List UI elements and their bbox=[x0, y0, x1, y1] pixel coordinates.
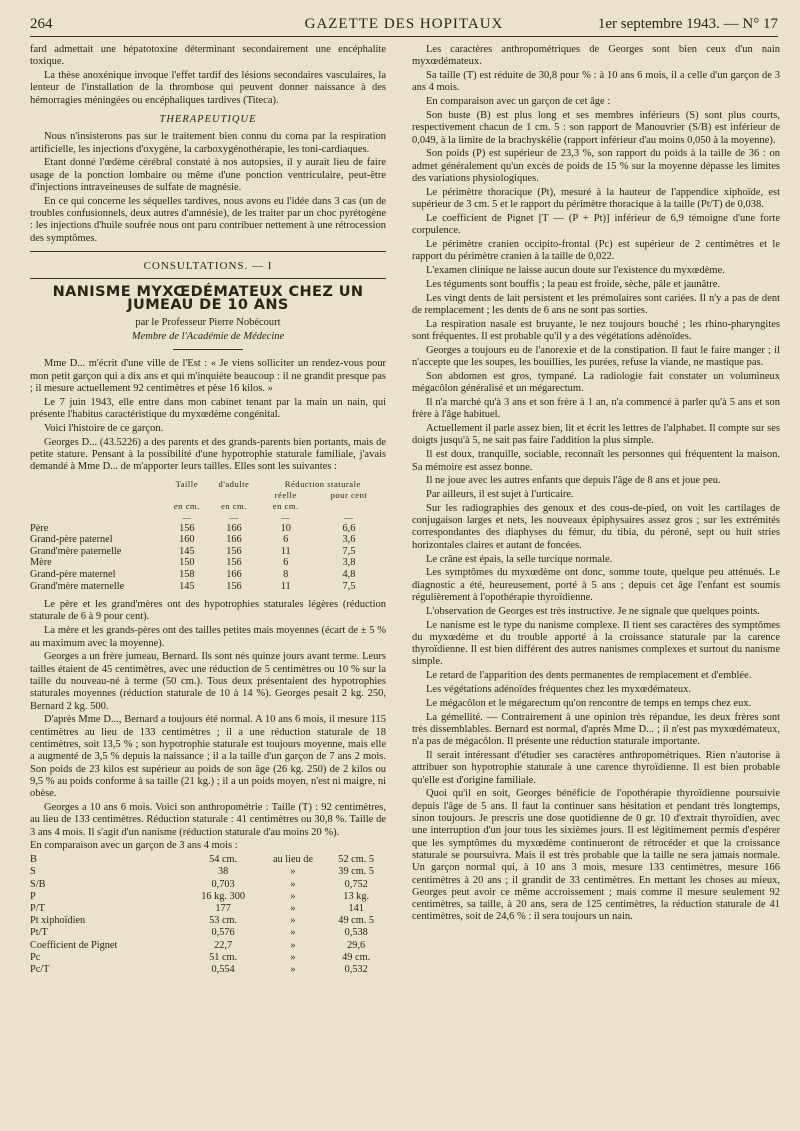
cell-reference: 141 bbox=[348, 902, 364, 914]
cell-value: 0,554 bbox=[211, 963, 235, 975]
unit-label: en cm. bbox=[272, 500, 299, 511]
table-row bbox=[30, 952, 386, 964]
page-header bbox=[30, 14, 778, 37]
consultations-heading: CONSULTATIONS. — I bbox=[143, 259, 273, 272]
paragraph: Georges a toujours eu de l'anorexie et de la constipation. Il faut le faire manger ; il n'accepte que les soupes, les bouillies, les purées, refuse la viande, ne mastique pas. bbox=[412, 344, 780, 369]
paragraph: Les symptômes du myxœdème ont donc, somme toute, quelque peu atténués. Le diagnostic a été, heureusement, porté à 5 ans ; depuis cet âge l'enfant est soumis régulièrement à l'opothérapie thyroïdienne. bbox=[412, 567, 780, 603]
cell-value: 51 cm. bbox=[209, 951, 238, 963]
author-affiliation: Membre de l'Académie de Médecine bbox=[131, 331, 285, 343]
cell-reelle: 11 bbox=[280, 580, 291, 592]
row-label: Père bbox=[30, 522, 49, 534]
cell-reference: 0,538 bbox=[344, 927, 368, 939]
cell-compare: » bbox=[290, 939, 296, 951]
journal-title: GAZETTE DES HOPITAUX bbox=[304, 16, 504, 32]
paragraph: Les téguments sont bouffis ; la peau est froide, sèche, pâle et jaunâtre. bbox=[426, 278, 720, 290]
table-row bbox=[30, 903, 386, 915]
cell-reference: 52 cm. 5 bbox=[338, 854, 375, 866]
family-height-table bbox=[30, 479, 386, 593]
cell-adulte: 156 bbox=[226, 580, 242, 592]
cell-adulte: 156 bbox=[226, 545, 242, 557]
cell-taille: 160 bbox=[179, 534, 195, 546]
paragraph: Les vingt dents de lait persistent et les prémolaires sont cariées. Il n'y a pas de dent de remplacement ; les dents de 6 ans ne sont pas sorties. bbox=[412, 292, 780, 316]
paragraph: Il ne joue avec les autres enfants que depuis l'âge de 8 ans et joue peu. bbox=[426, 475, 721, 487]
paragraph: Son buste (B) est plus long et ses membres inférieurs (S) sont plus courts, respectivement chacun de 1 cm. 5 : son rapport de Manouvrier (S/B) est inférieur de 0,049, à la limite de la brachyskélie (rapport inférieur d'au moins 0,050 à la moyenne). bbox=[412, 109, 780, 146]
cell-reelle: 10 bbox=[280, 522, 291, 534]
cell-reelle: 6 bbox=[283, 557, 289, 569]
paragraph: Le retard de l'apparition des dents permanentes de remplacement et d'emblée. bbox=[426, 670, 752, 682]
cell-taille: 145 bbox=[179, 580, 195, 592]
anthropometry-table bbox=[30, 854, 386, 976]
cell-compare: au lieu de bbox=[272, 854, 313, 866]
paragraph: Les végétations adénoïdes fréquentes chez les myxœdémateux. bbox=[426, 684, 692, 696]
paragraph: Georges D... (43.5226) a des parents et des grands-parents bien portants, mais de petite stature. Pensant à la possibilité d'une hypotrophie staturale familiale, j'avais demandé à Mme D... de m'apporter leurs tailles. Elles sont les suivantes : bbox=[30, 436, 386, 473]
cell-pourcent: 7,5 bbox=[342, 545, 356, 557]
paragraph: Le mégacôlon et le mégarectum qu'on rencontre de temps en temps chez eux. bbox=[426, 697, 752, 709]
row-label: B bbox=[30, 854, 37, 866]
paragraph: La mère et les grands-pères ont des tailles petites mais moyennes (écart de ± 5 % au maximum avec la moyenne). bbox=[30, 625, 386, 649]
paragraph: Le coefficient de Pignet [T — (P + Pt)] inférieur de 6,9 témoigne d'une forte corpulence. bbox=[412, 212, 780, 237]
table-row bbox=[30, 866, 386, 878]
cell-adulte: 166 bbox=[226, 534, 242, 546]
unit-label: en cm. bbox=[220, 500, 247, 511]
row-label: Grand'mère paternelle bbox=[30, 545, 122, 557]
cell-value: 0,703 bbox=[211, 878, 235, 890]
col-header-adulte: d'adulte bbox=[218, 478, 250, 489]
cell-reference: 13 kg. bbox=[343, 890, 370, 902]
section-heading-therapy: THERAPEUTIQUE bbox=[159, 113, 257, 125]
cell-pourcent: 7,5 bbox=[342, 580, 356, 592]
paragraph: Son abdomen est gros, tympané. La radiologie fait constater un volumineux mégacôlon généralisé et un mégarectum. bbox=[412, 370, 780, 395]
row-label: P/T bbox=[30, 902, 45, 914]
cell-adulte: 166 bbox=[226, 568, 242, 580]
paragraph: Le périmètre cranien occipito-frontal (Pc) est supérieur de 2 centimètres et le rapport du périmètre cranien à la taille de 0,022. bbox=[412, 238, 780, 263]
paragraph: Mme D... m'écrit d'une ville de l'Est : « Je viens solliciter un rendez-vous pour mon petit garçon qui a dix ans et qui m'inquiète beaucoup : il ne grandit presque pas ; il mesure actuellement 92 centimètres et pèse 16 kilos. » bbox=[30, 358, 386, 395]
cell-taille: 156 bbox=[179, 522, 195, 534]
divider bbox=[30, 251, 386, 252]
paragraph: Le périmètre thoracique (Pt), mesuré à la hauteur de l'appendice xiphoïde, est supérieur de 3 cm. 5 et le rapport du périmètre thoracique à la taille (Pt/T) de 0,038. bbox=[412, 186, 780, 211]
row-label: Grand-père maternel bbox=[30, 568, 116, 580]
paragraph: Etant donné l'œdème cérébral constaté à nos autopsies, il y aurait lieu de faire usage de la ponction lombaire ou même d'une ponction ventriculaire, peut-être d'injections intraveineuses de sulfate de magnésie. bbox=[30, 157, 386, 193]
row-label: P bbox=[30, 890, 36, 902]
table-row bbox=[30, 927, 386, 939]
cell-reference: 0,752 bbox=[344, 878, 368, 890]
row-label: Coefficient de Pignet bbox=[30, 939, 118, 951]
row-label: S/B bbox=[30, 878, 46, 890]
table-row bbox=[30, 854, 386, 866]
row-label: Pc bbox=[30, 951, 41, 963]
cell-compare: » bbox=[290, 866, 296, 878]
row-label: Pt/T bbox=[30, 927, 48, 939]
page-number: 264 bbox=[30, 16, 53, 32]
paragraph: En comparaison avec un garçon de 3 ans 4 mois : bbox=[30, 840, 238, 852]
paragraph: Sur les radiographies des genoux et des cous-de-pied, on voit les cartilages de conjugaison larges et nets, les nouveaux épiphysaires assez gros ; sur les extrémités correspondantes des diaphyses du fémur, du tibia, du péroné, sept ou huit stries horizontales claires et autant de foncées. bbox=[412, 502, 780, 551]
dash: — bbox=[344, 511, 354, 522]
cell-value: 16 kg. 300 bbox=[201, 890, 245, 902]
paragraph: Georges a un frère jumeau, Bernard. Ils sont nés quinze jours avant terme. Leurs tailles étaient de 45 centimètres, avec une réduction de 5 centimètres ou 10 % sur la taille du nouveau-né à terme (50 cm.). Tous deux présentaient des hypotrophies staturales moyennes (réduction staturale de 10 à 14 %). Georges pesait 2 kg. 250, Bernard 2 kg. 500. bbox=[30, 651, 386, 712]
cell-reference: 39 cm. 5 bbox=[338, 866, 375, 878]
paragraph: Le 7 juin 1943, elle entre dans mon cabinet tenant par la main un nain, qui présente l'habitus caractéristique du myxœdème congénital. bbox=[30, 396, 386, 421]
cell-taille: 145 bbox=[179, 545, 195, 557]
cell-reference: 49 cm. bbox=[342, 951, 371, 963]
paragraph: Actuellement il parle assez bien, lit et écrit les lettres de l'alphabet. Il compte sur ses doigts jusqu'à 5, ne sait pas faire l'addition la plus simple. bbox=[412, 423, 780, 447]
cell-compare: » bbox=[290, 902, 296, 914]
paragraph: La gémellité. — Contrairement à une opinion très répandue, les deux frères sont très dissemblables. Bernard est normal, d'après Mme D... ; il n'est pas myxœdémateux, n'a pas de mégacôlon. Il présente une réduction staturale importante. bbox=[412, 711, 780, 748]
cell-value: 0,576 bbox=[211, 927, 235, 939]
cell-pourcent: 3,8 bbox=[342, 557, 356, 569]
cell-value: 53 cm. bbox=[209, 915, 238, 927]
right-column bbox=[412, 44, 780, 925]
row-label: Mère bbox=[30, 557, 52, 569]
table-row bbox=[30, 581, 386, 593]
issue-date: 1er septembre 1943. — N° 17 bbox=[597, 16, 778, 32]
cell-pourcent: 4,8 bbox=[342, 568, 356, 580]
paragraph: Le crâne est épais, la selle turcique normale. bbox=[426, 553, 613, 565]
cell-value: 38 bbox=[217, 866, 229, 878]
unit-label: en cm. bbox=[173, 500, 200, 511]
dash: — bbox=[229, 511, 239, 522]
paragraph: Il serait intéressant d'étudier ses caractères anthropométriques. Rien n'autorise à attribuer son hypotrophie staturale à une carence thyroïdienne. Il est bien probable qu'elle est d'origine familiale. bbox=[412, 750, 780, 786]
table-row bbox=[30, 534, 386, 546]
table-row bbox=[30, 879, 386, 891]
cell-value: 22,7 bbox=[214, 939, 233, 951]
paragraph: Sa taille (T) est réduite de 30,8 pour % : à 10 ans 6 mois, il a celle d'un garçon de 3 ans 4 mois. bbox=[412, 70, 780, 94]
cell-value: 177 bbox=[215, 902, 231, 914]
dash: — bbox=[281, 511, 291, 522]
table-row bbox=[30, 523, 386, 535]
paragraph: La thèse anoxénique invoque l'effet tardif des lésions secondaires vasculaires, la lenteur de l'installation de la thrombose qui peuvent donner naissance à des hémorragies méningées ou encéphaliques tardives (Titeca). bbox=[30, 70, 386, 106]
cell-reference: 0,532 bbox=[344, 963, 368, 975]
cell-value: 54 cm. bbox=[209, 854, 238, 866]
paragraph: En ce qui concerne les séquelles tardives, nous avons eu l'idée dans 3 cas (un de troubles confusionnels, deux autres d'amnésie), de les traiter par un choc pyrétogène : les injections d'huile soufrée nous ont paru contribuer nettement à une rétrocession des symptômes. bbox=[30, 195, 386, 244]
row-label: S bbox=[30, 866, 36, 878]
paragraph: Par ailleurs, il est sujet à l'urticaire. bbox=[426, 489, 574, 501]
cell-compare: » bbox=[290, 951, 296, 963]
paragraph: Georges a 10 ans 6 mois. Voici son anthropométrie : Taille (T) : 92 centimètres, au lieu de 133 centimètres. Réduction staturale : 41 centimètres ou 30,8 %. Taille de 3 ans 4 mois. Il s'agit d'un nanisme (réduction staturale d'au moins 20 %). bbox=[30, 801, 386, 838]
paragraph: La respiration nasale est bruyante, le nez toujours bouché ; les rhino-pharyngites sont fréquentes. Il est probable qu'il y a des végétations adénoïdes. bbox=[412, 318, 780, 343]
cell-compare: » bbox=[290, 890, 296, 902]
cell-reelle: 8 bbox=[283, 568, 289, 580]
table-row bbox=[30, 546, 386, 558]
row-label: Grand'mère maternelle bbox=[30, 580, 125, 592]
paragraph: Le nanisme est le type du nanisme complexe. Il tient ses caractères des symptômes du myxœdème et du trouble apporté à la croissance staturale par la carence thyroïdienne. Il est bien différent des autres nanismes complexes et surtout du nanisme simple. bbox=[412, 619, 780, 668]
table-row bbox=[30, 940, 386, 952]
table-row bbox=[30, 915, 386, 927]
article-author: par le Professeur Pierre Nobécourt bbox=[135, 316, 281, 328]
table-row bbox=[30, 569, 386, 581]
cell-compare: » bbox=[290, 927, 296, 939]
paragraph: Nous n'insisterons pas sur le traitement bien connu du coma par la respiration artificielle, les injections d'oxygène, la carboxygénothérapie, les toni-cardiaques. bbox=[30, 131, 386, 155]
table-row bbox=[30, 964, 386, 976]
dash: — bbox=[182, 511, 192, 522]
paragraph: Voici l'histoire de ce garçon. bbox=[44, 422, 164, 434]
cell-reelle: 6 bbox=[283, 534, 289, 546]
row-label: Pt xiphoïdien bbox=[30, 915, 86, 927]
col-header-pourcent: pour cent bbox=[330, 489, 368, 500]
paragraph: Quoi qu'il en soit, Georges bénéficie de l'opothérapie thyroïdienne poursuivie depuis l'âge de 5 ans. Il faut la continuer sans hésitation et pendant très longtemps, sinon toujours. Je prescris une dose quotidienne de 0 gr. 10 d'extrait thyroïdien, avec une interruption d'un jour tous les sixièmes jours. Il est légitimement permis d'espérer que les symptômes du myxœdème continueront de rétrocéder et que la croissance staturale se poursuivra. Mais il est très probable que la taille ne sera jamais normale. Un garçon normal qui, à 10 ans 3 mois, mesure 133 centimètres, mesure 166 centimètres à 20 ans ; il grandit de 33 centimètres. En mettant les choses au mieux, Georges peut avoir ce même accroissement ; mais comme il mesure seulement 92 centimètres, sa taille, à 20 ans, sera de 125 centimètres, la réduction staturale de 41 centimètres, soit de 24,6 % : il sera toujours un nain. bbox=[412, 788, 780, 923]
row-label: Grand-père paternel bbox=[30, 534, 113, 546]
paragraph: D'après Mme D..., Bernard a toujours été normal. A 10 ans 6 mois, il mesure 115 centimètres au lieu de 133 centimètres ; il a une réduction staturale de 18 centimètres, soit 13,5 % ; son hypotrophie staturale est toujours moyenne, mais elle a augmenté de 3,5 % depuis la naissance ; il a la taille d'un garçon de 7 ans 2 mois. Son poids de 23 kilos est supérieur au poids de son âge (26 kg. 250) de 2 kilos ou 9,5 % au poids conforme à sa taille (21 kg.) ; il a un poids moyen, n'est ni maigre, ni obèse. bbox=[30, 714, 386, 800]
paragraph: L'observation de Georges est très instructive. Je ne signale que quelques points. bbox=[426, 605, 760, 617]
divider bbox=[173, 349, 243, 350]
cell-compare: » bbox=[290, 878, 296, 890]
cell-taille: 158 bbox=[179, 568, 195, 580]
cell-pourcent: 6,6 bbox=[342, 522, 356, 534]
table-row bbox=[30, 891, 386, 903]
article-title: NANISME MYXŒDÉMATEUX CHEZ UN JUMEAU DE 10 ANS bbox=[52, 284, 364, 313]
row-label: Pc/T bbox=[30, 963, 50, 975]
cell-pourcent: 3,6 bbox=[342, 534, 356, 546]
col-header-reelle: réelle bbox=[274, 489, 297, 500]
paragraph: L'examen clinique ne laisse aucun doute sur l'existence du myxœdème. bbox=[426, 265, 725, 277]
paragraph: fard admettait une hépatotoxine déterminant secondairement une encéphalite toxique. bbox=[30, 44, 386, 68]
cell-compare: » bbox=[290, 963, 296, 975]
paragraph: Il est doux, tranquille, sociable, reconnaît les personnes qui fréquentent la maison. Sa mémoire est assez bonne. bbox=[412, 449, 780, 473]
cell-reference: 49 cm. 5 bbox=[338, 915, 375, 927]
table-row bbox=[30, 557, 386, 569]
cell-taille: 150 bbox=[179, 557, 195, 569]
cell-compare: » bbox=[290, 915, 296, 927]
cell-reelle: 11 bbox=[280, 545, 291, 557]
paragraph: Les caractères anthropométriques de Georges sont bien ceux d'un nain myxœdémateux. bbox=[412, 44, 780, 68]
paragraph: En comparaison avec un garçon de cet âge : bbox=[426, 96, 611, 108]
col-header-reduction: Réduction staturale bbox=[284, 478, 361, 489]
cell-adulte: 166 bbox=[226, 522, 242, 534]
paragraph: Son poids (P) est supérieur de 23,3 %, son rapport du poids à la taille de 36 : on admet généralement qu'un excès de poids de 15 % sur la moyenne dépasse les limites des variations physiologiques. bbox=[412, 148, 780, 184]
cell-reference: 29,6 bbox=[347, 939, 366, 951]
divider bbox=[30, 278, 386, 279]
col-header-taille: Taille bbox=[175, 478, 199, 489]
left-column bbox=[30, 44, 386, 977]
paragraph: Le père et les grand'mères ont des hypotrophies staturales légères (réduction staturale de 6 à 9 pour cent). bbox=[30, 599, 386, 623]
paragraph: Il n'a marché qu'à 3 ans et son frère à 1 an, n'a commencé à parler qu'à 5 ans et son frère à l'âge habituel. bbox=[412, 397, 780, 421]
cell-adulte: 156 bbox=[226, 557, 242, 569]
